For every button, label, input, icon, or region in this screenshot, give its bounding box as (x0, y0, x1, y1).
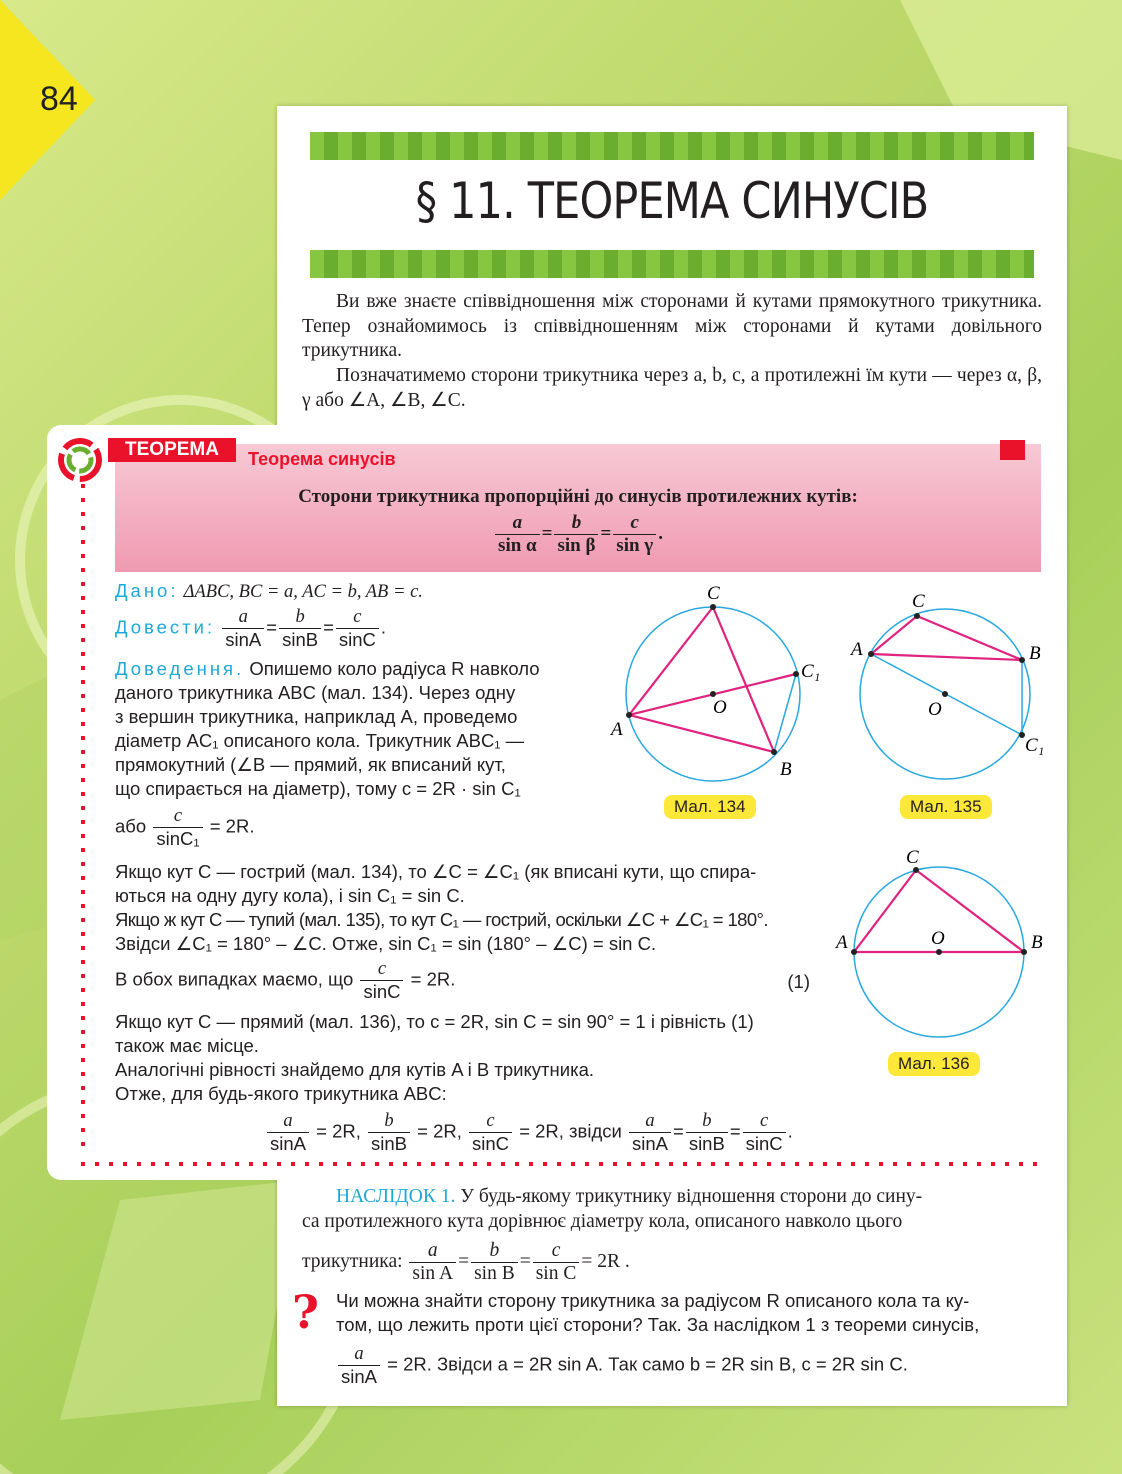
theorem-formula: $\frac{a}{\text{sin α}}$ = $\frac{b}{\text{sin β}}$ = $\frac{c}{\text{sin γ}}$ . (115, 512, 1041, 557)
frac-num: c (336, 606, 379, 629)
final-formula: $\frac{a}{\sin A}$ = 2R, $\frac{b}{\sin B}$ = 2R, $\frac{c}{\sin C}$ = 2R, звідси $\frac{a}{\sin A}$ = $\frac{b}{\sin B}$ = $\frac{c}{\sin C}$ . (265, 1110, 793, 1155)
frac-num: a (629, 1110, 671, 1133)
both-result: = 2R. (410, 968, 456, 990)
frac-den: sinC (745, 1133, 783, 1154)
frac-den: sinA (632, 1133, 668, 1154)
corollary-label: НАСЛІДОК 1. (336, 1186, 456, 1207)
frac-den: sinA (225, 629, 262, 650)
equation-number: (1) (787, 971, 810, 992)
frac-num: a (267, 1110, 309, 1133)
dotted-border-horizontal (81, 1162, 1047, 1166)
given-text: ΔABC, BC = a, AC = b, AB = c. (183, 582, 423, 602)
frac-den: sinC (472, 1133, 510, 1154)
formula-text: = 2R, звідси (519, 1120, 622, 1142)
proof-paragraphs (115, 860, 815, 956)
theorem-name: Теорема синусів (248, 449, 396, 469)
theorem-end-marker (1000, 440, 1025, 460)
question-block (336, 1289, 1048, 1388)
frac-den: sinC₁ (156, 828, 200, 849)
frac-num: b (471, 1240, 518, 1263)
given-label: Дано: (115, 580, 179, 601)
question-line: том, що лежить проти цієї сторони? Так. За наслідком 1 з теореми синусів, (336, 1314, 980, 1335)
frac-num: c (360, 958, 403, 981)
proof-line: Опишемо коло радіуса R навколо (249, 658, 540, 679)
proof-line: даного трикутника ABC (мал. 134). Через одну (115, 682, 516, 703)
figure-135 (845, 585, 1065, 790)
corollary-line: У будь-якому трикутнику відношення сторони до сину- (460, 1186, 923, 1207)
question-mark-icon: ? (292, 1285, 319, 1339)
proof-line: Звідси ∠C₁ = 180° – ∠C. Отже, sin C₁ = sin (180° – ∠C) = sin C. (115, 933, 657, 954)
frac-den: sinB (282, 629, 319, 650)
frac-num: c (533, 1240, 580, 1263)
proof-line: Якщо ж кут C — тупий (мал. 135), то кут C₁ — гострий, оскільки ∠C + ∠C₁ = 180°. (115, 909, 768, 930)
frac-den: sin γ (616, 535, 654, 556)
triangle-abc (871, 616, 1022, 660)
frac-num: a (338, 1343, 380, 1366)
proof-line: ються на одну дугу кола), і sin C₁ = sin C. (115, 885, 465, 906)
corollary-line: са протилежного кута дорівнює діаметру кола, описаного навколо цього (302, 1210, 903, 1232)
caption-134: Мал. 134 (664, 795, 756, 819)
frac-den: sinA (341, 1366, 377, 1387)
label-b: B (1031, 932, 1043, 953)
frac-den: sinB (688, 1133, 725, 1154)
label-a: A (836, 932, 848, 953)
label-a: A (851, 639, 863, 660)
frac-num: b (279, 606, 321, 629)
corollary-result: = 2R . (581, 1250, 630, 1272)
theorem-tag: ТЕОРЕМА (108, 438, 236, 462)
segment-bc1 (774, 674, 796, 752)
proof-line: діаметр AC₁ описаного кола. Трикутник ABC₁ — (115, 730, 525, 751)
label-c1: C₁ (801, 661, 821, 682)
formula-text: = 2R, (417, 1120, 462, 1142)
frac-den: sin α (498, 535, 537, 556)
frac-num: b (554, 512, 598, 535)
page-number: 84 (40, 80, 78, 118)
dotted-border-vertical (81, 484, 85, 1154)
frac-den: sin β (557, 535, 596, 556)
frac-den: sin A (412, 1263, 454, 1284)
proof-line: Аналогічні рівності знайдемо для кутів A і B трикутника. (115, 1059, 594, 1080)
frac-num: c (613, 512, 656, 535)
label-o: O (928, 699, 942, 720)
frac-den: sinC (338, 629, 376, 650)
label-b: B (1029, 643, 1041, 664)
prove-label: Довести: (115, 616, 216, 638)
proof-line: Якщо кут C — прямий (мал. 136), то c = 2R, sin C = sin 90° = 1 і рівність (1) (115, 1011, 754, 1032)
proof-tail (115, 1010, 815, 1106)
label-c1: C₁ (1025, 735, 1045, 756)
figure-136 (830, 845, 1060, 1045)
proof-block (115, 657, 585, 801)
frac-den: sinB (371, 1133, 408, 1154)
corollary: НАСЛІДОК 1. У будь-якому трикутнику відношення сторони до сину- са протилежного кута дорівнює діаметру кола, описаного навколо цього трикутника: $\frac{a}{\text{sin A}}$ = $\frac{b}{\text{sin B}}$ = $\frac{c}{\text{sin C}}$ = 2R . (302, 1185, 1042, 1285)
intro-paragraph-2: Позначатимемо сторони трикутника через a, b, c, а протилежні їм кути — через α, β, γ або ∠A, ∠B, ∠C. (302, 365, 1042, 411)
label-o: O (931, 928, 945, 949)
frac-den: sin C (535, 1263, 577, 1284)
frac-den: sinC (363, 981, 401, 1002)
frac-num: c (469, 1110, 512, 1133)
triangle-abc (629, 607, 774, 752)
abo-word: або (115, 815, 147, 837)
both-text: В обох випадках маємо, що (115, 968, 354, 990)
page-title: § 11. ТЕОРЕМА СИНУСІВ (415, 172, 929, 230)
frac-num: b (686, 1110, 728, 1133)
proof-label: Доведення. (115, 658, 245, 679)
caption-135: Мал. 135 (900, 795, 992, 819)
proof-abo-line (115, 805, 254, 850)
proof-both-line (115, 958, 810, 1003)
theorem-logo-icon (58, 438, 102, 482)
abo-result: = 2R. (209, 815, 255, 837)
frac-num: a (222, 606, 264, 629)
proof-line: що спирається на діаметр), тому c = 2R · sin C₁ (115, 778, 521, 799)
frac-den: sinA (270, 1133, 306, 1154)
label-o: O (713, 697, 727, 718)
proof-line: також має місце. (115, 1035, 259, 1056)
frac-num: c (743, 1110, 786, 1133)
frac-num: b (368, 1110, 410, 1133)
given-line (115, 579, 423, 604)
label-b: B (780, 759, 792, 780)
frac-num: a (409, 1240, 456, 1263)
frac-num: c (153, 805, 202, 828)
caption-136: Мал. 136 (888, 1052, 980, 1076)
label-c: C (912, 591, 925, 612)
label-c: C (707, 583, 720, 604)
frac-num: a (495, 512, 540, 535)
proof-line: прямокутний (∠B — прямий, як вписаний кут, (115, 754, 506, 775)
corollary-line: трикутника: (302, 1250, 403, 1272)
label-c: C (906, 847, 919, 868)
figure-134 (605, 580, 835, 795)
question-line: = 2R. Звідси a = 2R sin A. Так само b = 2R sin B, c = 2R sin C. (387, 1353, 908, 1375)
theorem-statement (115, 486, 1041, 557)
theorem-statement-text: Сторони трикутника пропорційні до синусів протилежних кутів: (298, 486, 858, 507)
proof-line: з вершин трикутника, наприклад A, проведемо (115, 706, 518, 727)
prove-line: Довести: $\frac{a}{\sin A}$ = $\frac{b}{\sin B}$ = $\frac{c}{\sin C}$ . (115, 607, 387, 650)
frac-den: sin B (474, 1263, 515, 1284)
intro-paragraph-1: Ви вже знаєте співвідношення між сторонами й кутами прямокутного трикутника. Тепер ознайомимось із співвідношенням між сторонами й кутами довільного трикутника. (302, 291, 1042, 361)
title-band-top (310, 132, 1034, 160)
title-band-bottom (310, 250, 1034, 278)
formula-text: = 2R, (316, 1120, 361, 1142)
proof-line: Якщо кут C — гострий (мал. 134), то ∠C = ∠C₁ (як вписані кути, що спира- (115, 861, 757, 882)
question-line: Чи можна знайти сторону трикутника за радіусом R описаного кола та ку- (336, 1290, 970, 1311)
label-a: A (611, 719, 623, 740)
proof-line: Отже, для будь-якого трикутника ABC: (115, 1083, 447, 1104)
